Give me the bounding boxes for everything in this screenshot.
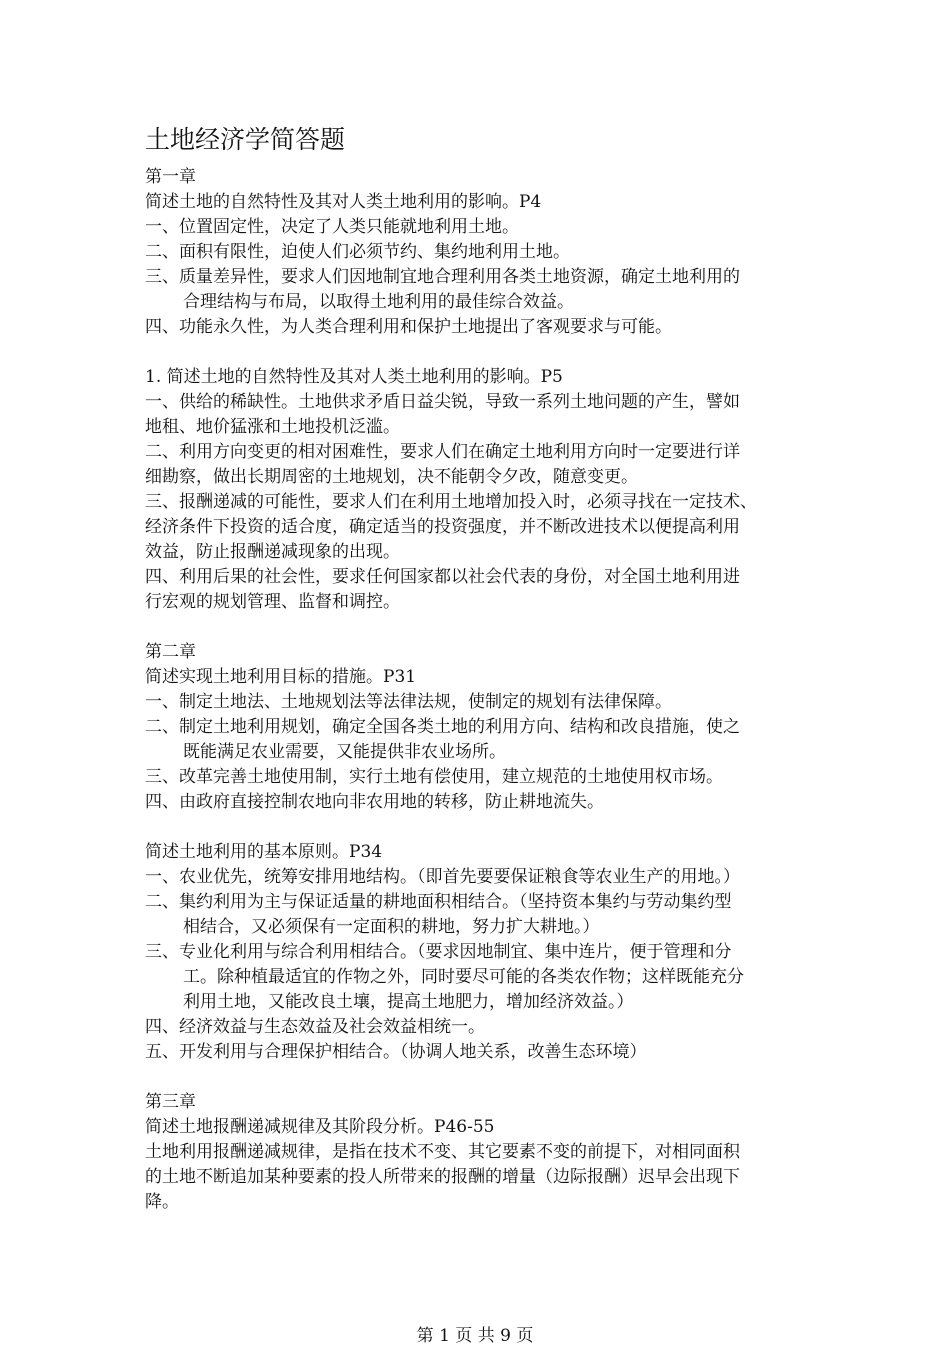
answer-line: 降。 [145,1192,179,1212]
answer-line: 行宏观的规划管理、监督和调控。 [145,592,400,612]
question-heading: 简述实现土地利用目标的措施。P31 [145,667,417,687]
answer-line: 细勘察，做出长期周密的土地规划，决不能朝令夕改，随意变更。 [145,467,638,487]
document-title: 土地经济学简答题 [145,125,346,154]
question-heading: 1. 简述土地的自然特性及其对人类土地利用的影响。P5 [145,367,563,387]
question-heading: 简述土地的自然特性及其对人类土地利用的影响。P4 [145,192,542,212]
answer-line: 一、位置固定性，决定了人类只能就地利用土地。 [145,217,519,237]
answer-line: 四、利用后果的社会性，要求任何国家都以社会代表的身份，对全国土地利用进 [145,567,740,587]
answer-line: 三、改革完善土地使用制，实行土地有偿使用，建立规范的土地使用权市场。 [145,767,723,787]
answer-line: 四、功能永久性，为人类合理利用和保护土地提出了客观要求与可能。 [145,317,672,337]
answer-line: 既能满足农业需要，又能提供非农业场所。 [183,742,506,762]
answer-line: 相结合，又必须保有一定面积的耕地，努力扩大耕地。） [183,917,600,937]
chapter-heading: 第三章 [145,1092,196,1112]
chapter-heading: 第二章 [145,642,196,662]
answer-line: 二、集约利用为主与保证适量的耕地面积相结合。（坚持资本集约与劳动集约型 [145,892,732,912]
answer-line: 地租、地价猛涨和土地投机泛滥。 [145,417,400,437]
answer-line: 二、制定土地利用规划，确定全国各类土地的利用方向、结构和改良措施，使之 [145,717,740,737]
answer-line: 效益，防止报酬递减现象的出现。 [145,542,400,562]
question-heading: 简述土地利用的基本原则。P34 [145,842,383,862]
answer-line: 的土地不断追加某种要素的投人所带来的报酬的增量（边际报酬）迟早会出现下 [145,1167,740,1187]
answer-line: 三、专业化利用与综合利用相结合。（要求因地制宜、集中连片，便于管理和分 [145,942,732,962]
question-heading: 简述土地报酬递减规律及其阶段分析。P46-55 [145,1117,495,1137]
answer-line: 四、经济效益与生态效益及社会效益相统一。 [145,1017,485,1037]
answer-line: 合理结构与布局，以取得土地利用的最佳综合效益。 [183,292,574,312]
answer-line: 二、利用方向变更的相对困难性，要求人们在确定土地利用方向时一定要进行详 [145,442,740,462]
answer-line: 三、报酬递减的可能性，要求人们在利用土地增加投入时，必须寻找在一定技术、 [145,492,757,512]
answer-line: 五、开发利用与合理保护相结合。（协调人地关系，改善生态环境） [145,1042,647,1062]
answer-line: 三、质量差异性，要求人们因地制宜地合理利用各类土地资源，确定土地利用的 [145,267,740,287]
chapter-heading: 第一章 [145,167,196,187]
answer-line: 四、由政府直接控制农地向非农用地的转移，防止耕地流失。 [145,792,604,812]
answer-line: 工。除种植最适宜的作物之外，同时要尽可能的各类农作物；这样既能充分 [183,967,744,987]
answer-line: 一、制定土地法、土地规划法等法律法规，使制定的规划有法律保障。 [145,692,672,712]
answer-line: 二、面积有限性，迫使人们必须节约、集约地利用土地。 [145,242,570,262]
answer-line: 利用土地，又能改良土壤，提高土地肥力，增加经济效益。） [183,992,634,1012]
answer-line: 一、农业优先，统筹安排用地结构。（即首先要要保证粮食等农业生产的用地。） [145,867,740,887]
answer-line: 一、供给的稀缺性。土地供求矛盾日益尖锐，导致一系列土地问题的产生，譬如 [145,392,740,412]
answer-line: 经济条件下投资的适合度，确定适当的投资强度，并不断改进技术以便提高利用 [145,517,740,537]
answer-line: 土地利用报酬递减规律，是指在技术不变、其它要素不变的前提下，对相同面积 [145,1142,740,1162]
page-number-footer: 第 1 页 共 9 页 [416,1326,534,1346]
